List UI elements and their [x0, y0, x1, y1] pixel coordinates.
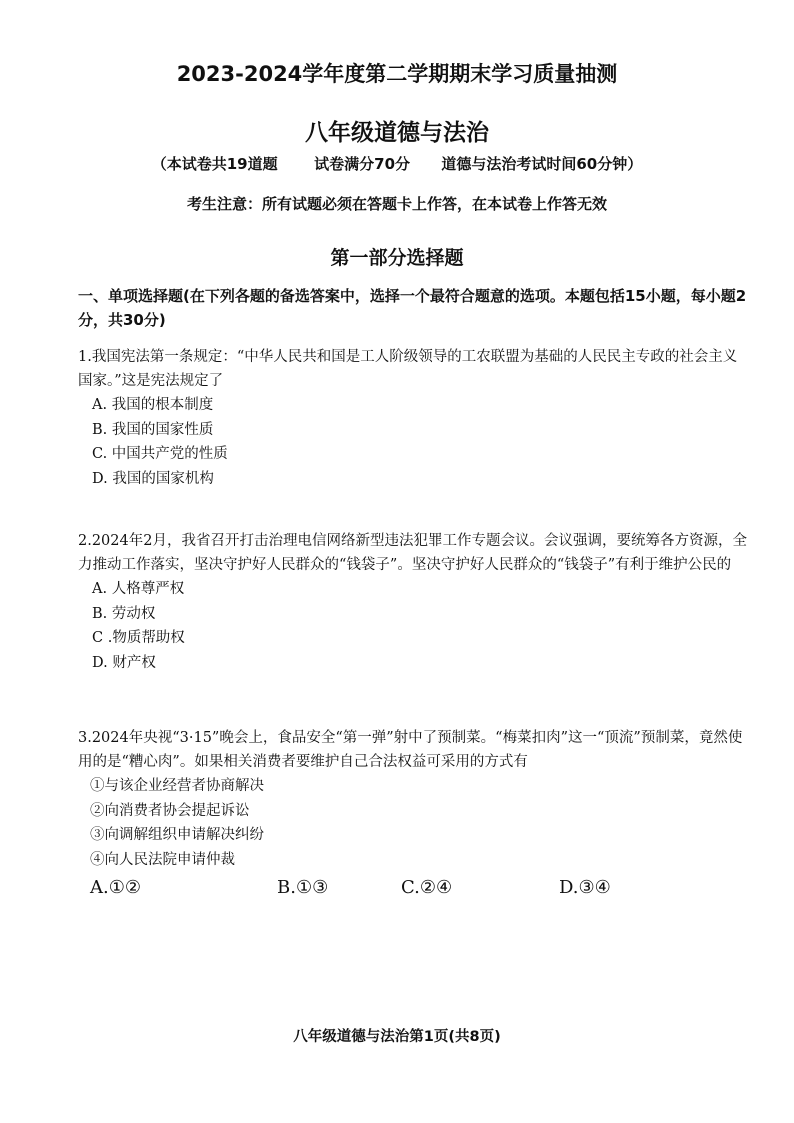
question-stem: 2.2024年2月，我省召开打击治理电信网络新型违法犯罪工作专题会议。会议强调，要统筹各方资源，全力推动工作落实，坚决守护好人民群众的“钱袋子”。坚决守护好人民群众的“钱袋子”有利于维护公民的 — [78, 533, 747, 573]
exam-title: 2023-2024学年度第二学期期末学习质量抽测 — [176, 62, 618, 86]
answer-options — [90, 874, 750, 902]
option-c: C .物质帮助权 — [92, 630, 185, 646]
question-3 — [78, 727, 750, 902]
statement-1: ①与该企业经营者协商解决 — [90, 778, 264, 794]
answer-b: B.①③ — [277, 877, 329, 898]
option-d: D. 财产权 — [92, 654, 156, 671]
statement-4: ④向人民法院申请仲裁 — [90, 851, 235, 868]
subject-title: 八年级道德与法治 — [305, 120, 489, 146]
option-b: B. 我国的国家性质 — [92, 421, 214, 438]
question-stem: 3.2024年央视“3·15”晚会上，食品安全“第一弹”射中了预制菜。“梅菜扣肉”这一“顶流”预制菜，竟然使用的是“糟心肉”。如果相关消费者要维护自己合法权益可采用的方式有 — [78, 730, 743, 770]
question-stem: 1.我国宪法第一条规定：“中华人民共和国是工人阶级领导的工农联盟为基础的人民民主专政的社会主义国家。”这是宪法规定了 — [78, 349, 738, 389]
part-title: 第一部分选择题 — [330, 247, 464, 269]
option-b: B. 劳动权 — [92, 605, 156, 622]
section-heading: 一、单项选择题(在下列各题的备选答案中，选择一个最符合题意的选项。本题包括15小题，每小题2分，共30分) — [78, 287, 747, 329]
question-2 — [78, 530, 750, 675]
option-a: A. 我国的根本制度 — [92, 397, 214, 413]
answer-d: D.③④ — [559, 877, 611, 898]
exam-notice: 考生注意：所有试题必须在答题卡上作答，在本试卷上作答无效 — [186, 195, 607, 213]
exam-info: （本试卷共19道题 试卷满分70分 道德与法治考试时间60分钟） — [151, 155, 643, 173]
option-a: A. 人格尊严权 — [92, 581, 185, 597]
answer-c: C.②④ — [401, 877, 453, 898]
question-1 — [78, 346, 750, 491]
answer-a: A.①② — [90, 877, 141, 898]
page-footer: 八年级道德与法治第1页(共8页) — [293, 1029, 501, 1045]
option-d: D. 我国的国家机构 — [92, 470, 214, 487]
option-c: C. 中国共产党的性质 — [92, 446, 228, 462]
statement-2: ②向消费者协会提起诉讼 — [90, 802, 250, 819]
statement-3: ③向调解组织申请解决纠纷 — [90, 827, 264, 843]
